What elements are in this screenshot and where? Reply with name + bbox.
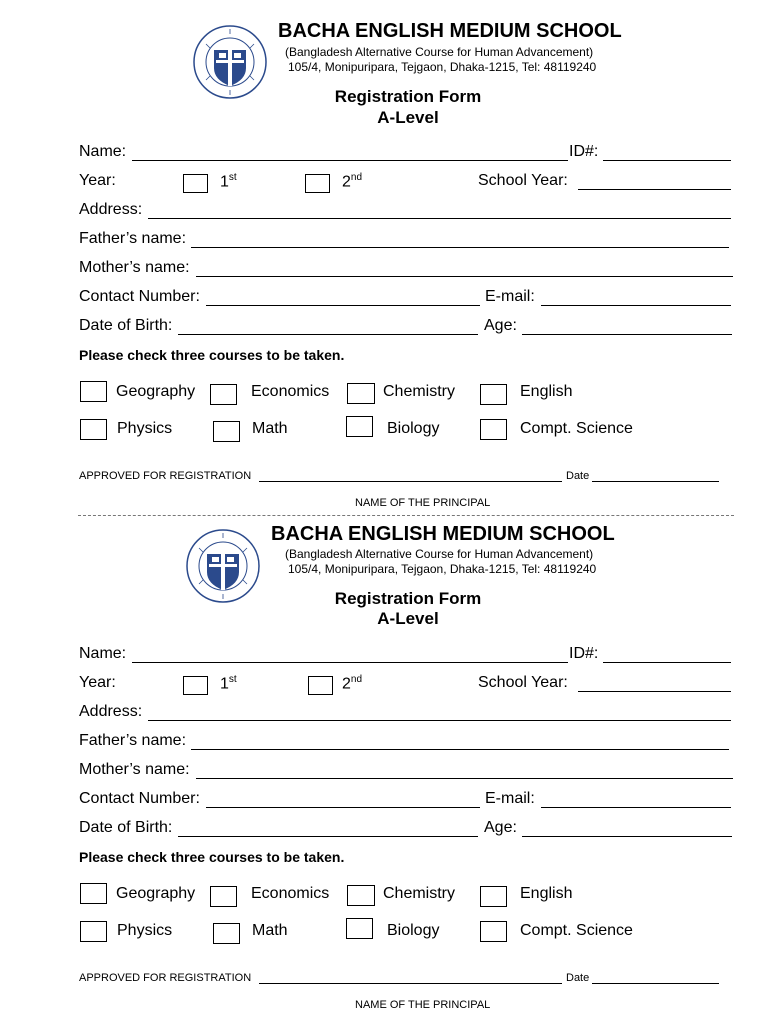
name-label: Name: [79, 645, 127, 662]
year-first-label: 1st [220, 674, 237, 693]
year-second-label: 2nd [342, 172, 363, 191]
school-logo [192, 24, 268, 100]
age-label: Age: [484, 819, 517, 836]
father-name-input-line[interactable] [191, 749, 729, 750]
approval-date-line[interactable] [592, 983, 719, 984]
course-label-english: English [520, 885, 573, 902]
address-label: Address: [79, 703, 143, 720]
school-address: 105/4, Monipuripara, Tejgaon, Dhaka-1215, Tel: 48119240 [288, 562, 597, 576]
year-first-checkbox[interactable] [183, 174, 208, 193]
course-checkbox-biology[interactable] [346, 918, 373, 939]
year-first-label: 1st [220, 172, 237, 191]
course-checkbox-math[interactable] [213, 421, 240, 442]
course-checkbox-chemistry[interactable] [347, 383, 375, 404]
course-label-physics: Physics [117, 922, 173, 939]
course-checkbox-compt-science[interactable] [480, 419, 507, 440]
mother-name-input-line[interactable] [196, 778, 733, 779]
email-input-line[interactable] [541, 305, 731, 306]
age-label: Age: [484, 317, 517, 334]
principal-name-label: NAME OF THE PRINCIPAL [355, 497, 491, 509]
mother-name-label: Mother’s name: [79, 761, 190, 778]
course-instruction: Please check three courses to be taken. [79, 849, 345, 865]
course-label-economics: Economics [251, 383, 330, 400]
id-label: ID#: [569, 143, 599, 160]
course-checkbox-geography[interactable] [80, 381, 107, 402]
email-label: E-mail: [485, 790, 535, 807]
course-checkbox-biology[interactable] [346, 416, 373, 437]
course-checkbox-physics[interactable] [80, 921, 107, 942]
year-second-checkbox[interactable] [305, 174, 330, 193]
approval-date-label: Date [566, 972, 590, 984]
dob-label: Date of Birth: [79, 317, 173, 334]
approval-date-line[interactable] [592, 481, 719, 482]
id-label: ID#: [569, 645, 599, 662]
school-year-label: School Year: [478, 172, 568, 189]
address-input-line[interactable] [148, 720, 731, 721]
father-name-label: Father’s name: [79, 732, 187, 749]
year-second-checkbox[interactable] [308, 676, 333, 695]
course-label-chemistry: Chemistry [383, 383, 456, 400]
school-name: BACHA ENGLISH MEDIUM SCHOOL [278, 20, 622, 42]
mother-name-label: Mother’s name: [79, 259, 190, 276]
approval-date-label: Date [566, 470, 590, 482]
year-first-checkbox[interactable] [183, 676, 208, 695]
form-level: A-Level [377, 609, 439, 628]
course-label-math: Math [252, 420, 288, 437]
registration-form-copy-1 [0, 0, 770, 509]
course-checkbox-economics[interactable] [210, 384, 237, 405]
age-input-line[interactable] [522, 836, 732, 837]
dob-input-line[interactable] [178, 334, 478, 335]
school-address: 105/4, Monipuripara, Tejgaon, Dhaka-1215, Tel: 48119240 [288, 60, 597, 74]
school-year-input-line[interactable] [578, 189, 731, 190]
course-label-geography: Geography [116, 885, 196, 902]
school-logo [185, 528, 261, 604]
course-checkbox-geography[interactable] [80, 883, 107, 904]
father-name-label: Father’s name: [79, 230, 187, 247]
contact-number-input-line[interactable] [206, 807, 480, 808]
course-label-biology: Biology [387, 922, 440, 939]
name-input-line[interactable] [132, 160, 568, 161]
course-label-economics: Economics [251, 885, 330, 902]
dob-label: Date of Birth: [79, 819, 173, 836]
course-label-compt-science: Compt. Science [520, 922, 633, 939]
course-label-biology: Biology [387, 420, 440, 437]
course-checkbox-english[interactable] [480, 384, 507, 405]
approval-signature-line[interactable] [259, 481, 562, 482]
course-label-math: Math [252, 922, 288, 939]
course-checkbox-physics[interactable] [80, 419, 107, 440]
course-label-english: English [520, 383, 573, 400]
approval-label: APPROVED FOR REGISTRATION [79, 470, 252, 482]
year-label: Year: [79, 172, 116, 189]
name-label: Name: [79, 143, 127, 160]
school-subtitle: (Bangladesh Alternative Course for Human Advancement) [285, 547, 594, 561]
course-instruction: Please check three courses to be taken. [79, 347, 345, 363]
course-checkbox-math[interactable] [213, 923, 240, 944]
approval-label: APPROVED FOR REGISTRATION [79, 972, 252, 984]
school-subtitle: (Bangladesh Alternative Course for Human Advancement) [285, 45, 594, 59]
course-checkbox-economics[interactable] [210, 886, 237, 907]
id-input-line[interactable] [603, 160, 731, 161]
course-checkbox-english[interactable] [480, 886, 507, 907]
email-label: E-mail: [485, 288, 535, 305]
course-label-chemistry: Chemistry [383, 885, 456, 902]
course-checkbox-chemistry[interactable] [347, 885, 375, 906]
father-name-input-line[interactable] [191, 247, 729, 248]
id-input-line[interactable] [603, 662, 731, 663]
year-label: Year: [79, 674, 116, 691]
address-label: Address: [79, 201, 143, 218]
school-year-input-line[interactable] [578, 691, 731, 692]
mother-name-input-line[interactable] [196, 276, 733, 277]
year-second-label: 2nd [342, 674, 363, 693]
email-input-line[interactable] [541, 807, 731, 808]
contact-number-label: Contact Number: [79, 288, 200, 305]
course-label-compt-science: Compt. Science [520, 420, 633, 437]
registration-form-copy-2 [0, 502, 770, 1011]
contact-number-input-line[interactable] [206, 305, 480, 306]
school-year-label: School Year: [478, 674, 568, 691]
course-checkbox-compt-science[interactable] [480, 921, 507, 942]
name-input-line[interactable] [132, 662, 568, 663]
address-input-line[interactable] [148, 218, 731, 219]
dob-input-line[interactable] [178, 836, 478, 837]
form-title: Registration Form [334, 87, 482, 106]
age-input-line[interactable] [522, 334, 732, 335]
school-name: BACHA ENGLISH MEDIUM SCHOOL [271, 523, 615, 545]
form-level: A-Level [377, 108, 439, 127]
course-label-physics: Physics [117, 420, 173, 437]
principal-name-label: NAME OF THE PRINCIPAL [355, 999, 491, 1011]
form-title: Registration Form [334, 589, 482, 608]
contact-number-label: Contact Number: [79, 790, 200, 807]
course-label-geography: Geography [116, 383, 196, 400]
approval-signature-line[interactable] [259, 983, 562, 984]
